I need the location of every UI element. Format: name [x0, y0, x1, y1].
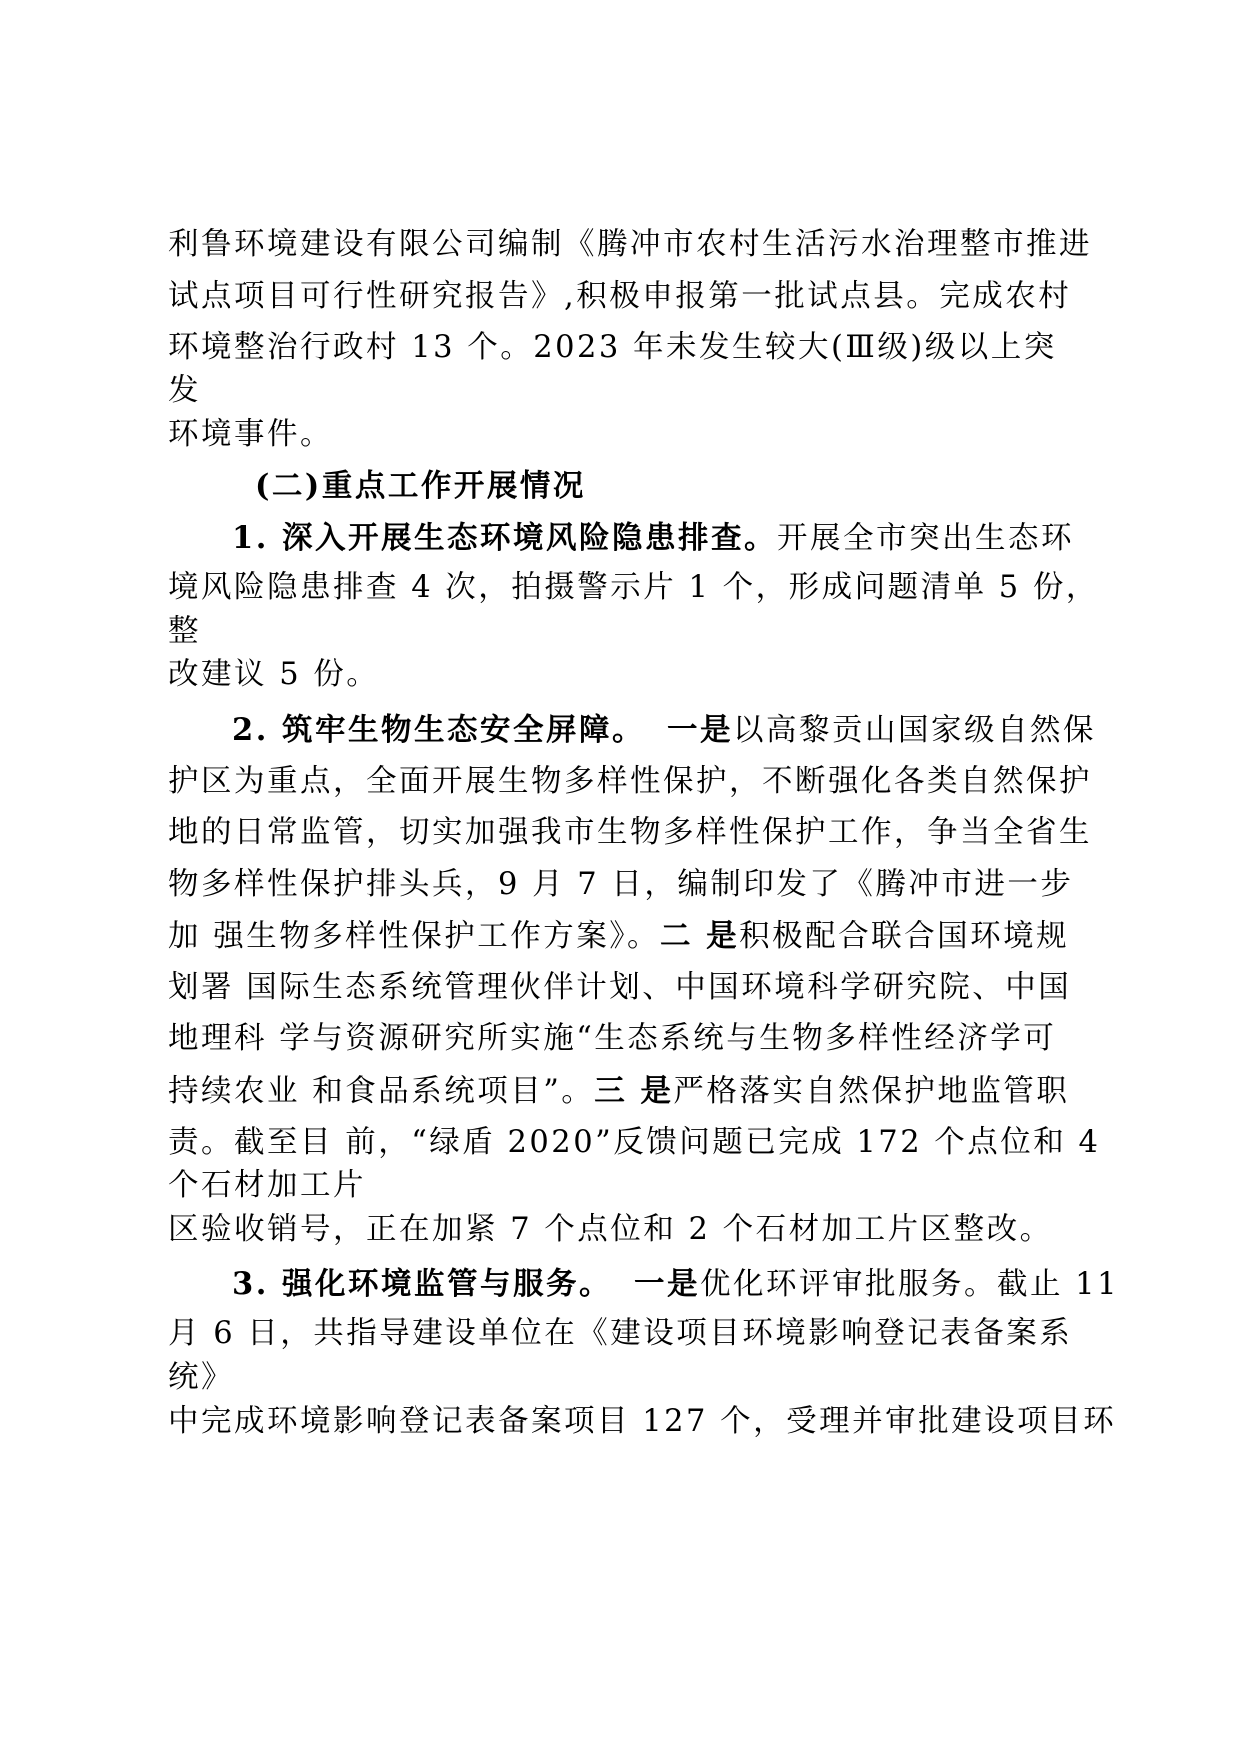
body-line: 地的日常监管，切实加强我市生物多样性保护工作，争当全省生 — [168, 815, 1092, 850]
body-line: 环境事件。 — [168, 417, 333, 452]
body-line: 护区为重点，全面开展生物多样性保护，不断强化各类自然保护 — [168, 764, 1092, 799]
body-line: 利鲁环境建设有限公司编制《腾冲市农村生活污水治理整市推进 — [168, 227, 1092, 262]
body-line: 物多样性保护排头兵，9 月 7 日，编制印发了《腾冲市进一步 — [168, 867, 1074, 902]
item-1-title: 1. 深入开展生态环境风险隐患排查。 — [232, 520, 777, 556]
item-2-title: 2. 筑牢生物生态安全屏障。 — [232, 712, 645, 748]
body-line: 个石材加工片 — [168, 1168, 366, 1203]
item-3-lead-1: 一是 — [633, 1266, 700, 1302]
body-line: 地理科 学与资源研究所实施“生态系统与生物多样性经济学可 — [168, 1021, 1057, 1056]
body-line: 统》 — [168, 1360, 234, 1395]
item-3-line — [232, 1259, 1152, 1310]
body-text: 持续农业 和食品系统项目”。 — [168, 1074, 595, 1109]
item-2-text: 以高黎贡山国家级自然保 — [732, 713, 1096, 748]
item-2-lead-1: 一是 — [666, 712, 733, 748]
body-line: 责。截至目 前，“绿盾 2020”反馈问题已完成 172 个点位和 4 — [168, 1125, 1101, 1160]
body-line: 境风险隐患排查 4 次，拍摄警示片 1 个，形成问题清单 5 份， — [168, 570, 1099, 605]
body-line: 区验收销号，正在加紧 7 个点位和 2 个石材加工片区整改。 — [168, 1212, 1053, 1247]
body-text: 严格落实自然保护地监管职 — [673, 1074, 1070, 1109]
body-line: 环境整治行政村 13 个。2023 年未发生较大(Ⅲ级)级以上突 — [168, 330, 1057, 365]
item-2-lead-3: 三 是 — [594, 1073, 674, 1109]
section-heading: (二)重点工作开展情况 — [255, 468, 586, 504]
item-1-text: 开展全市突出生态环 — [776, 521, 1074, 556]
body-text: 积极配合联合国环境规 — [739, 919, 1070, 954]
item-1-line — [232, 513, 1152, 564]
body-line: 改建议 5 份。 — [168, 657, 380, 692]
body-line: 月 6 日，共指导建设单位在《建设项目环境影响登记表备案系 — [168, 1316, 1073, 1351]
body-line — [168, 911, 1088, 962]
body-line: 中完成环境影响登记表备案项目 127 个，受理并审批建设项目环 — [168, 1404, 1117, 1439]
body-line: 试点项目可行性研究报告》,积极申报第一批试点县。完成农村 — [168, 279, 1072, 314]
body-line: 整 — [168, 614, 201, 649]
body-line: 划署 国际生态系统管理伙伴计划、中国环境科学研究院、中国 — [168, 970, 1072, 1005]
body-line: 发 — [168, 373, 201, 408]
item-2-line — [232, 705, 1152, 756]
body-text: 加 强生物多样性保护工作方案》。 — [168, 919, 660, 954]
item-3-title: 3. 强化环境监管与服务。 — [232, 1266, 612, 1302]
item-3-text: 优化环评审批服务。截止 11 — [699, 1267, 1119, 1302]
item-2-lead-2: 二 是 — [659, 918, 740, 954]
body-line — [168, 1066, 1088, 1117]
